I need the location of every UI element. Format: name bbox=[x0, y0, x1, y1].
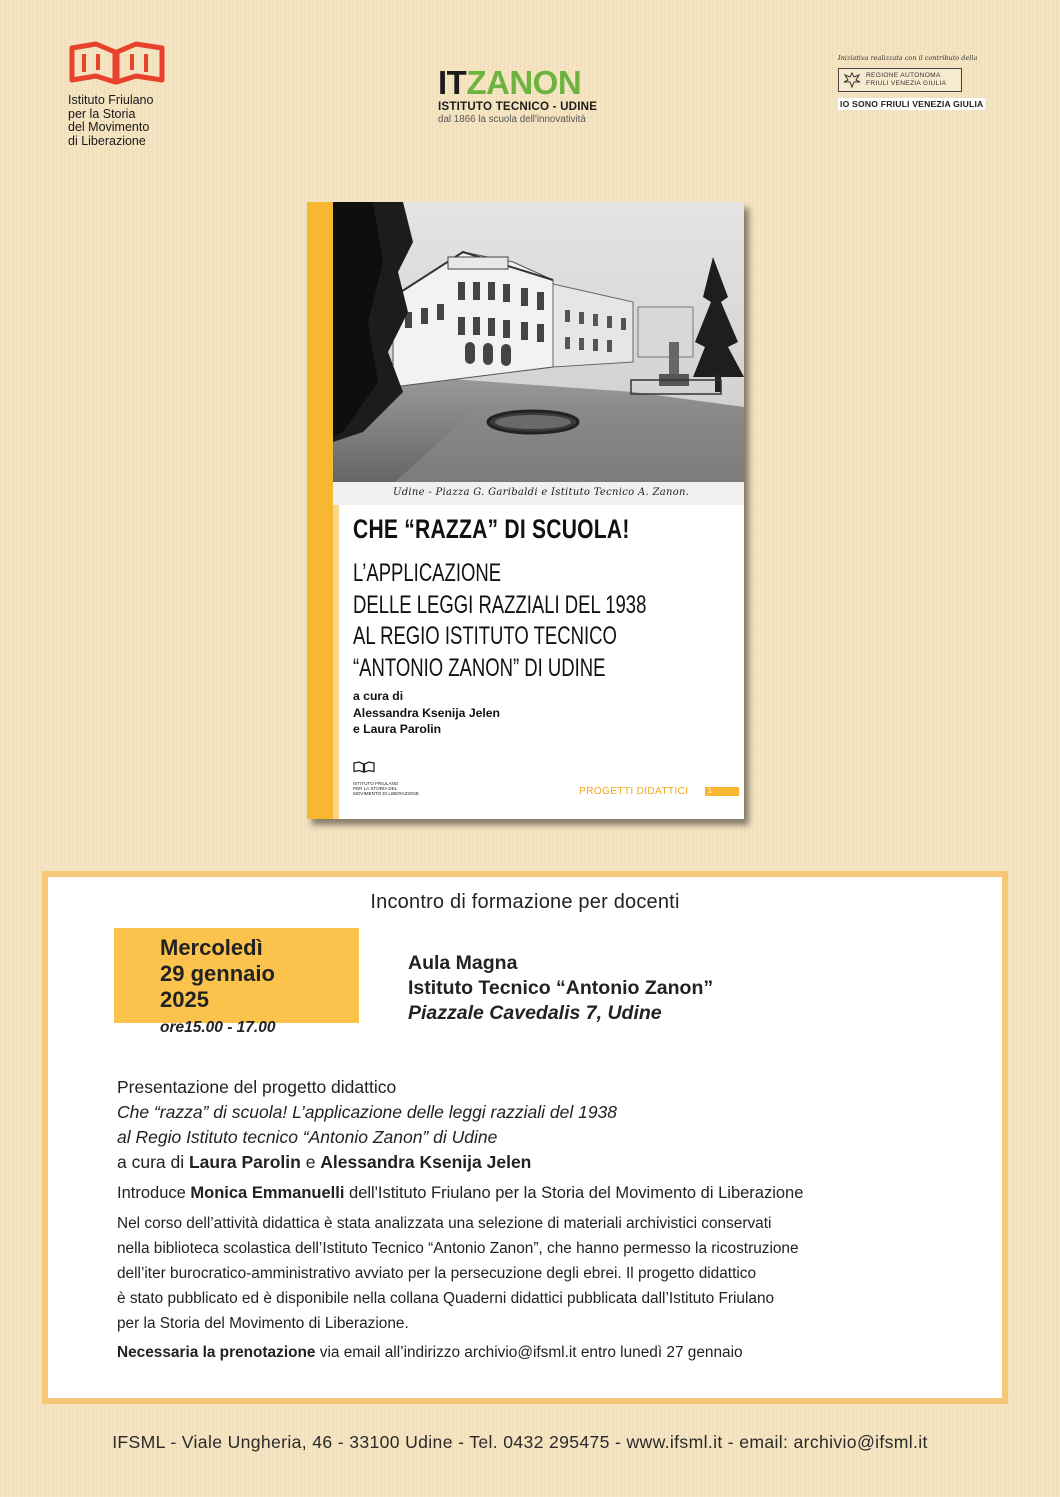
introducer-name: Monica Emmanuelli bbox=[190, 1184, 345, 1202]
event-description bbox=[117, 1075, 977, 1362]
eagle-icon bbox=[842, 70, 862, 90]
cura-and: e bbox=[300, 1152, 321, 1172]
itzanon-brand bbox=[438, 64, 618, 101]
ifsml-logo bbox=[68, 38, 188, 148]
booking-required: Necessaria la prenotazione bbox=[117, 1344, 316, 1361]
book-series-number: 1 bbox=[705, 787, 739, 796]
cura-prefix: a cura di bbox=[117, 1152, 189, 1172]
footer-contacts: IFSML - Viale Ungheria, 46 - 33100 Udine - Tel. 0432 295475 - www.ifsml.it - email: archivio@ifsml.it bbox=[112, 1432, 928, 1452]
event-date: 29 gennaio bbox=[160, 961, 275, 986]
event-day: Mercoledì bbox=[160, 935, 263, 960]
book-publisher-line: ISTITUTO FRIULANO bbox=[353, 781, 399, 786]
cover-photo-caption: Udine - Piazza G. Garibaldi e Istituto Tecnico A. Zanon. bbox=[393, 487, 690, 498]
venue-address: Piazzale Cavedalis 7, Udine bbox=[408, 1002, 662, 1024]
itzanon-subtitle: ISTITUTO TECNICO - UDINE bbox=[438, 100, 598, 113]
venue-name: Istituto Tecnico “Antonio Zanon” bbox=[408, 977, 714, 999]
ifsml-logo-line: del Movimento bbox=[68, 120, 150, 134]
cover-light-band bbox=[333, 502, 339, 819]
book-series: PROGETTI DIDATTICI bbox=[579, 786, 689, 797]
fvg-region-line: REGIONE AUTONOMA bbox=[866, 72, 941, 80]
publisher-book-icon bbox=[353, 761, 375, 773]
itzanon-logo bbox=[438, 64, 618, 125]
presentation-block bbox=[117, 1075, 977, 1175]
ifsml-logo-line: di Liberazione bbox=[68, 133, 146, 148]
book-cover bbox=[307, 202, 744, 819]
event-year: 2025 bbox=[160, 987, 209, 1012]
fvg-region-line: FRIULI VENEZIA GIULIA bbox=[866, 80, 947, 87]
booking-line bbox=[117, 1344, 977, 1362]
event-date-box bbox=[114, 928, 359, 1036]
description-paragraph bbox=[117, 1211, 977, 1336]
presentation-title-line: al Regio Istituto tecnico “Antonio Zanon” di Udine bbox=[117, 1127, 498, 1147]
book-publisher-line: MOVIMENTO DI LIBERAZIONE bbox=[353, 791, 419, 797]
itzanon-brand-zanon: ZANON bbox=[466, 64, 582, 101]
book-publisher-mark bbox=[353, 758, 419, 797]
fvg-contribution-note: Iniziativa realizzata con il contributo della bbox=[838, 54, 978, 62]
book-title: CHE “RAZZA” DI SCUOLA! bbox=[353, 514, 630, 544]
intro-prefix: Introduce bbox=[117, 1184, 191, 1202]
curator-name: Alessandra Ksenija Jelen bbox=[320, 1152, 532, 1172]
itzanon-brand-it: IT bbox=[438, 64, 467, 101]
introducer-line bbox=[117, 1184, 977, 1203]
book-subtitle-line: AL REGIO ISTITUTO TECNICO bbox=[353, 622, 617, 650]
ifsml-logo-line: Istituto Friulano bbox=[68, 93, 154, 107]
venue-room: Aula Magna bbox=[408, 952, 518, 974]
fvg-slogan: IO SONO FRIULI VENEZIA GIULIA bbox=[840, 99, 984, 109]
event-venue bbox=[408, 951, 713, 1026]
event-info-box bbox=[42, 871, 1008, 1404]
book-curators-line: Alessandra Ksenija Jelen bbox=[353, 705, 500, 720]
description-line: dell’iter burocratico-amministrativo avviato per la persecuzione degli ebrei. Il progetto didattico bbox=[117, 1265, 757, 1282]
book-curators bbox=[353, 688, 500, 738]
book-publisher-line: PER LA STORIA DEL bbox=[353, 786, 398, 792]
presentation-intro: Presentazione del progetto didattico bbox=[117, 1077, 397, 1097]
book-subtitle-line: L’APPLICAZIONE bbox=[353, 559, 502, 587]
book-curators-line: e Laura Parolin bbox=[353, 722, 442, 737]
book-curators-line: a cura di bbox=[353, 689, 404, 703]
event-time: ore15.00 - 17.00 bbox=[160, 1019, 276, 1036]
curator-name: Laura Parolin bbox=[188, 1152, 301, 1172]
cover-orange-band bbox=[307, 202, 333, 819]
description-line: nella biblioteca scolastica dell’Istituto Tecnico “Antonio Zanon”, che hanno permesso la ricostruzione bbox=[117, 1240, 799, 1257]
presentation-title-line: Che “razza” di scuola! L’applicazione delle leggi razziali del 1938 bbox=[117, 1102, 618, 1122]
description-line: Nel corso dell’attività didattica è stata analizzata una selezione di materiali archivistici conservati bbox=[117, 1215, 772, 1232]
booking-details: via email all’indirizzo archivio@ifsml.it entro lunedì 27 gennaio bbox=[315, 1344, 743, 1361]
description-line: è stato pubblicato ed è disponibile nella collana Quaderni didattici pubblicata dall’Istituto Friulano bbox=[117, 1290, 775, 1307]
fvg-region-box bbox=[838, 68, 962, 92]
book-subtitle-line: “ANTONIO ZANON” DI UDINE bbox=[353, 653, 606, 682]
itzanon-tagline: dal 1866 la scuola dell'innovatività bbox=[438, 114, 586, 125]
description-line: per la Storia del Movimento di Liberazione. bbox=[117, 1315, 409, 1332]
book-subtitle-line: DELLE LEGGI RAZZIALI DEL 1938 bbox=[353, 590, 647, 619]
fvg-region-logo bbox=[838, 54, 1003, 111]
ifsml-logo-line: per la Storia bbox=[68, 106, 136, 121]
presentation-curators bbox=[117, 1150, 977, 1175]
cover-photo bbox=[333, 202, 744, 505]
book-subtitle bbox=[353, 558, 646, 684]
intro-suffix: dell'Istituto Friulano per la Storia del Movimento di Liberazione bbox=[344, 1184, 804, 1202]
open-book-logo-icon bbox=[68, 38, 166, 88]
event-heading: Incontro di formazione per docenti bbox=[370, 891, 680, 913]
